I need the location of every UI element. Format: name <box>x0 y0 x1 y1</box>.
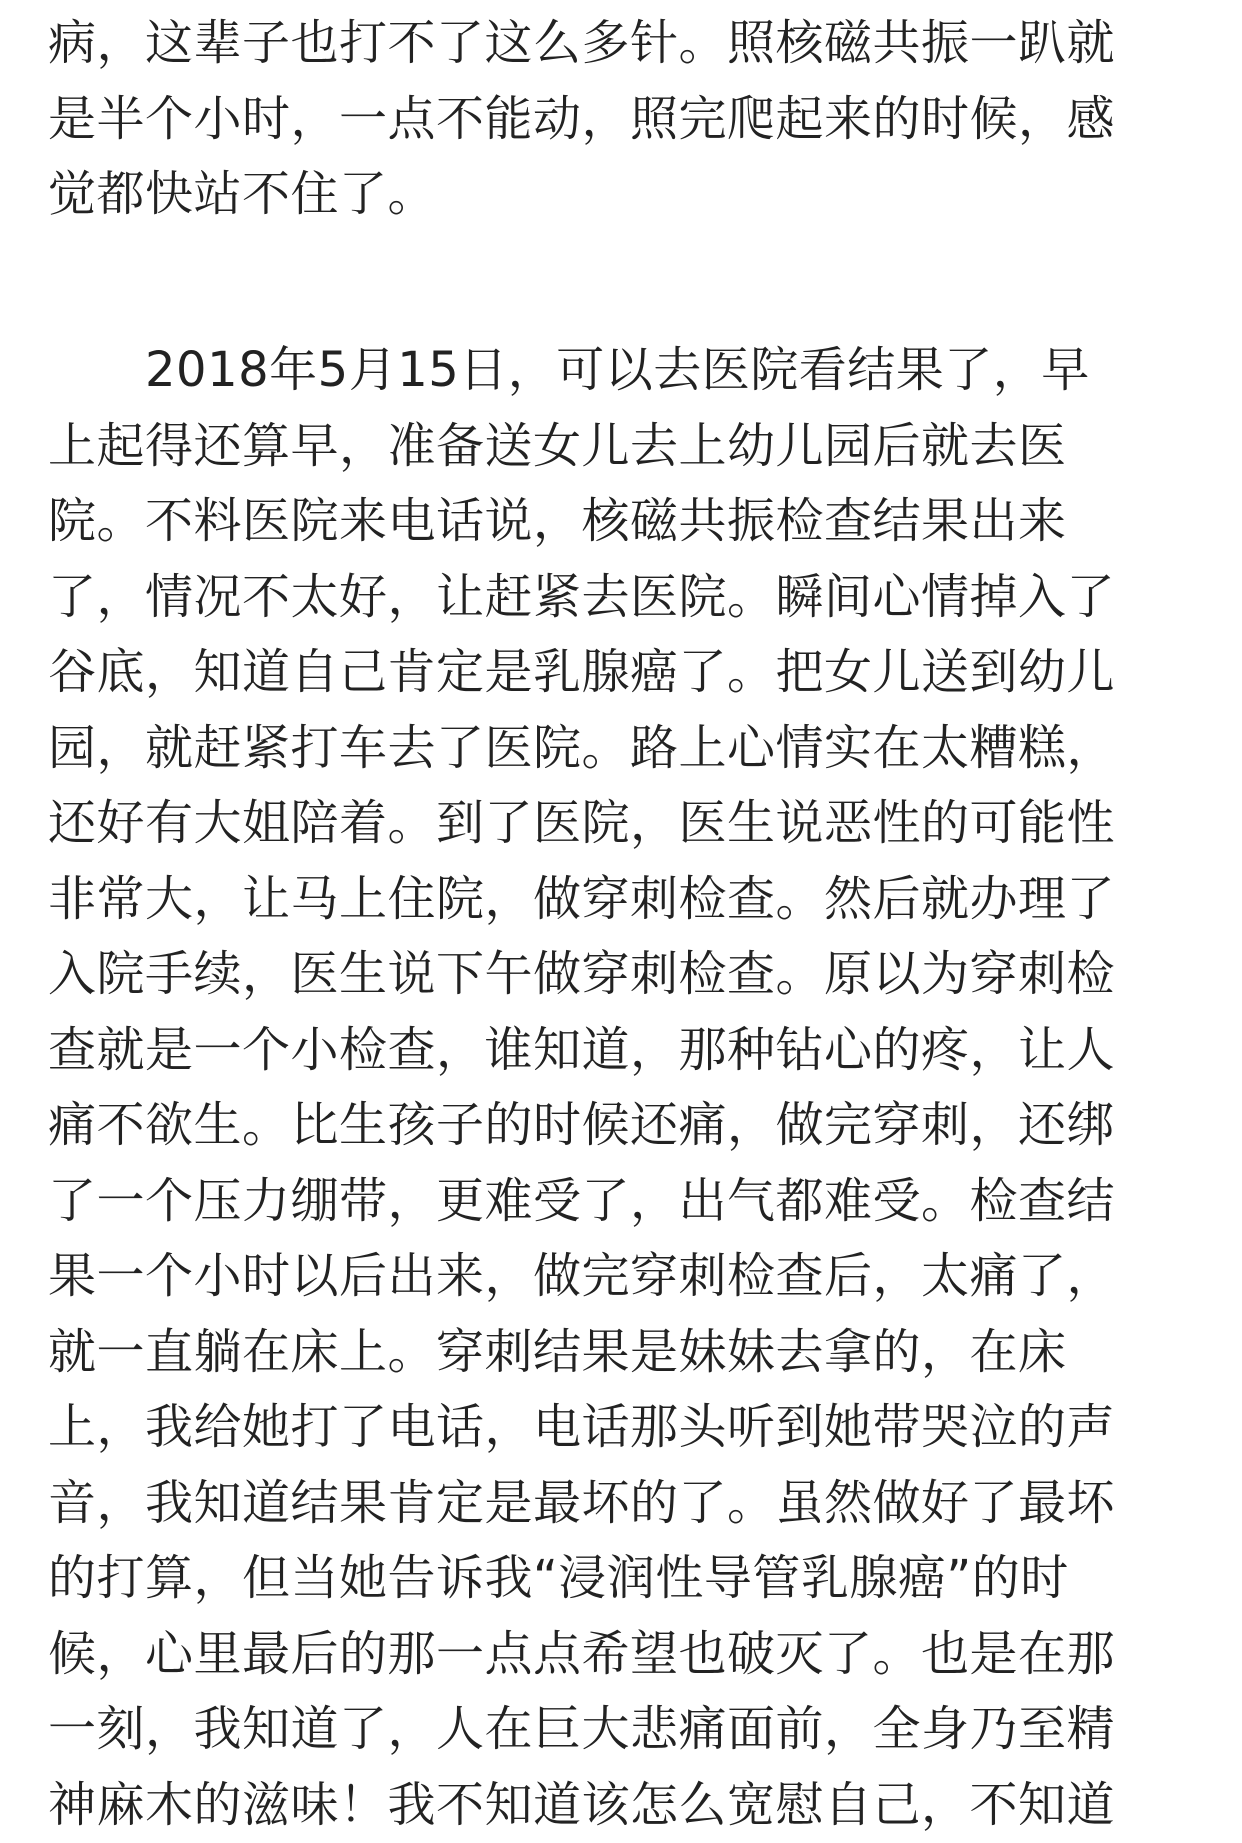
text-line: 上，我给她打了电话，电话那头听到她带哭泣的声 <box>48 1399 1116 1455</box>
text-line: 非常大，让马上住院，做穿刺检查。然后就办理了 <box>48 870 1116 927</box>
text-line: 了一个压力绷带，更难受了，出气都难受。检查结 <box>48 1172 1116 1229</box>
text-line: 入院手续，医生说下午做穿刺检查。原以为穿刺检 <box>48 946 1116 1002</box>
text-line: 觉都快站不住了。 <box>48 166 437 222</box>
text-line: 痛不欲生。比生孩子的时候还痛，做完穿刺，还绑 <box>48 1097 1116 1153</box>
text-line: 病，这辈子也打不了这么多针。照核磁共振一趴就 <box>48 15 1116 71</box>
text-line: 果一个小时以后出来，做完穿刺检查后，太痛了， <box>48 1248 1116 1304</box>
text-line: 了，情况不太好，让赶紧去医院。瞬间心情掉入了 <box>48 568 1116 625</box>
text-line: 上起得还算早，准备送女儿去上幼儿园后就去医 <box>48 417 1067 474</box>
text-line: 2018年5月15日，可以去医院看结果了，早 <box>48 342 1090 398</box>
text-line: 候，心里最后的那一点点希望也破灭了。也是在那 <box>48 1625 1116 1682</box>
text-line: 还好有大姐陪着。到了医院，医生说恶性的可能性 <box>48 795 1116 851</box>
paragraph-2 <box>48 333 1178 1843</box>
text-line: 的打算，但当她告诉我“浸润性导管乳腺癌”的时 <box>48 1550 1069 1606</box>
paragraph-1 <box>48 6 1178 233</box>
text-line: 音，我知道结果肯定是最坏的了。虽然做好了最坏 <box>48 1474 1116 1531</box>
text-line: 一刻，我知道了，人在巨大悲痛面前，全身乃至精 <box>48 1701 1116 1757</box>
text-line: 就一直躺在床上。穿刺结果是妹妹去拿的，在床 <box>48 1323 1067 1380</box>
text-line: 园，就赶紧打车去了医院。路上心情实在太糟糕， <box>48 719 1116 776</box>
text-line: 谷底，知道自己肯定是乳腺癌了。把女儿送到幼儿 <box>48 644 1116 700</box>
text-line: 神麻木的滋味！我不知道该怎么宽慰自己，不知道 <box>48 1776 1116 1833</box>
text-line: 是半个小时，一点不能动，照完爬起来的时候，感 <box>48 90 1116 147</box>
text-line: 院。不料医院来电话说，核磁共振检查结果出来 <box>48 493 1067 549</box>
text-line: 查就是一个小检查，谁知道，那种钻心的疼，让人 <box>48 1021 1116 1078</box>
